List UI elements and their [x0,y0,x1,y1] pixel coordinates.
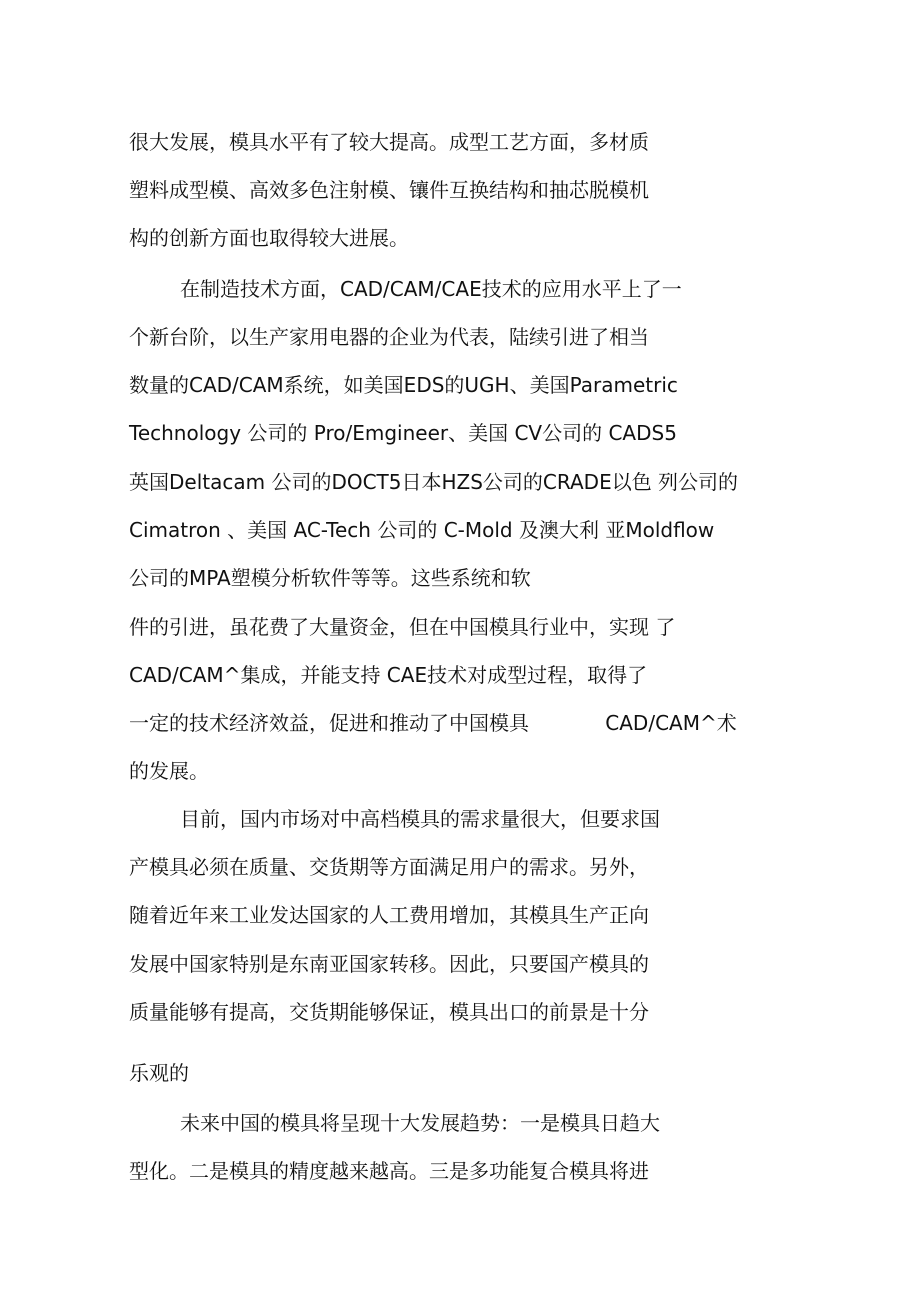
text-line: 很大发展，模具水平有了较大提高。成型工艺方面，多材质 [129,130,649,154]
text-line: 个新台阶，以生产家用电器的企业为代表，陆续引进了相当 [129,325,649,349]
text-line: 乐观的 [129,1061,189,1085]
paragraph-start-line: 目前，国内市场对中高档模具的需求量很大，但要求国 [180,807,660,831]
paragraph-start-line: 在制造技术方面，CAD/CAM/CAE技术的应用水平上了一 [180,277,682,301]
text-line: 随着近年来工业发达国家的人工费用增加，其模具生产正向 [129,903,649,927]
text-line: 构的创新方面也取得较大进展。 [129,226,409,250]
text-line: 质量能够有提高，交货期能够保证，模具出口的前景是十分 [129,1000,649,1024]
text-line: Technology 公司的 Pro/Emgineer、美国 CV公司的 CADS5 [129,421,677,445]
text-line: 一定的技术经济效益，促进和推动了中国模具 CAD/CAM^术 [129,711,737,735]
text-line: 公司的MPA塑模分析软件等等。这些系统和软 [129,566,531,590]
text-line: 英国Deltacam 公司的DOCT5日本HZS公司的CRADE以色 列公司的 [129,470,739,494]
text-line: 塑料成型模、高效多色注射模、镶件互换结构和抽芯脱模机 [129,178,649,202]
text-line: 的发展。 [129,759,209,783]
paragraph-start-line: 未来中国的模具将呈现十大发展趋势：一是模具日趋大 [180,1111,660,1135]
text-line: 发展中国家特别是东南亚国家转移。因此，只要国产模具的 [129,952,649,976]
text-line: 数量的CAD/CAM系统，如美国EDS的UGH、美国Parametric [129,373,678,397]
text-line: Cimatron 、美国 AC-Tech 公司的 C-Mold 及澳大利 亚Moldflow [129,518,715,542]
text-line: 产模具必须在质量、交货期等方面满足用户的需求。另外， [129,855,649,879]
text-line: 型化。二是模具的精度越来越高。三是多功能复合模具将进 [129,1159,649,1183]
text-line: 件的引进，虽花费了大量资金，但在中国模具行业中，实现 了 [129,615,676,639]
text-line: CAD/CAM^集成，并能支持 CAE技术对成型过程，取得了 [129,663,648,687]
